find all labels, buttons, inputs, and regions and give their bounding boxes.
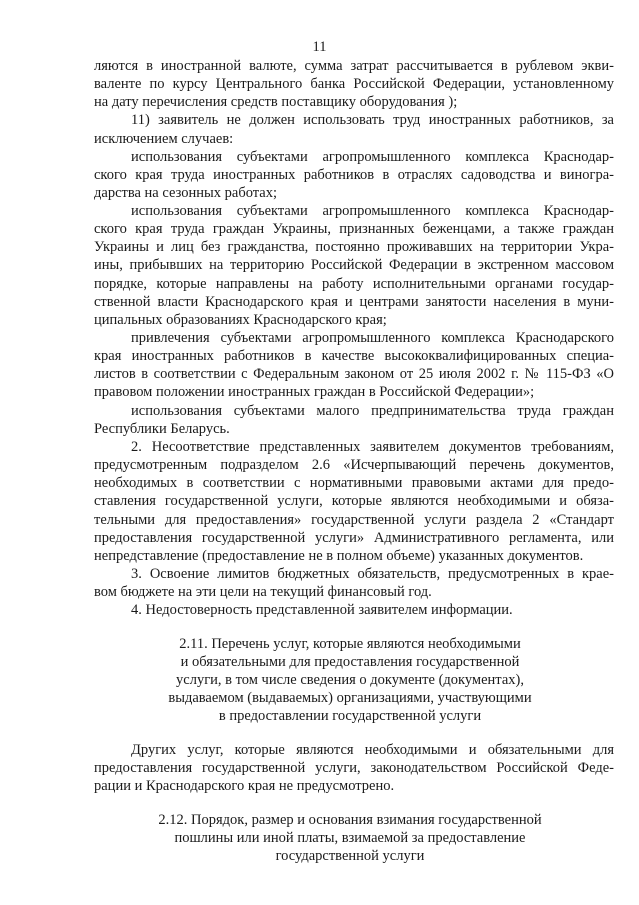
text-line: ципальных образованиях Краснодарского края; [94, 312, 387, 328]
section-heading-line: выдаваемом (выдаваемых) организациями, участвующими [168, 690, 532, 706]
text-line: предусмотренным подразделом 2.6 «Исчерпывающий перечень документов, [94, 457, 614, 473]
text-line: 4. Недостоверность представленной заявителем информации. [131, 602, 513, 618]
text-line: Украины и лиц без гражданства, постоянно проживавших на территории Укра- [94, 239, 614, 255]
text-line: необходимых в соответствии с нормативными правовыми актами для предо- [94, 475, 614, 491]
text-line: края иностранных работников в качестве высококвалифицированных специа- [94, 348, 614, 364]
page-number: 11 [312, 39, 327, 55]
text-line: 3. Освоение лимитов бюджетных обязательств, предусмотренных в крае- [131, 566, 614, 582]
section-heading-line: в предоставлении государственной услуги [218, 708, 482, 724]
text-line: исключением случаев: [94, 131, 234, 147]
text-line: ставления государственной услуги, которые являются необходимыми и обяза- [94, 493, 614, 509]
text-line: использования субъектами агропромышленного комплекса Краснодар- [131, 203, 614, 219]
text-line: тельными для предоставления» государственной услуги раздела 2 «Стандарт [94, 512, 614, 528]
section-heading-line: государственной услуги [275, 848, 425, 864]
text-line: ляются в иностранной валюте, сумма затрат рассчитывается в рублевом экви- [94, 58, 614, 74]
section-heading-line: 2.12. Порядок, размер и основания взимания государственной [158, 812, 542, 828]
text-line: 2. Несоответствие представленных заявителем документов требованиям, [131, 439, 614, 455]
text-line: предоставления государственной услуги, законодательством Российской Феде- [94, 760, 614, 776]
text-line: дарства на сезонных работах; [94, 185, 277, 201]
text-line: привлечения субъектами агропромышленного комплекса Краснодарского [131, 330, 614, 346]
text-line: правовом положении иностранных граждан в Российской Федерации»; [94, 384, 535, 400]
section-heading-line: услуги, в том числе сведения о документе (документах), [176, 672, 524, 688]
section-heading-line: пошлины или иной платы, взимаемой за предоставление [174, 830, 526, 846]
section-heading-line: и обязательными для предоставления государственной [180, 654, 520, 670]
text-line: ского края труда граждан Украины, признанных беженцами, а также граждан [94, 221, 614, 237]
text-line: предоставления государственной услуги» Административного регламента, или [94, 530, 614, 546]
text-line: ственной власти Краснодарского края и центрами занятости населения в муни- [94, 294, 614, 310]
text-line: листов в соответствии с Федеральным законом от 25 июля 2002 г. № 115-ФЗ «О [94, 366, 614, 382]
text-line: рации и Краснодарского края не предусмотрено. [94, 778, 395, 794]
text-line: порядке, которые направлены на работу исполнительными органами государ- [94, 276, 614, 292]
section-heading-line: 2.11. Перечень услуг, которые являются необходимыми [179, 636, 521, 652]
text-line: непредставление (предоставление не в полном объеме) указанных документов. [94, 548, 584, 564]
text-line: вом бюджете на эти цели на текущий финансовый год. [94, 584, 432, 600]
text-line: на дату перечисления средств поставщику оборудования ); [94, 94, 458, 110]
text-line: использования субъектами малого предпринимательства труда граждан [131, 403, 614, 419]
text-line: 11) заявитель не должен использовать труд иностранных работников, за [131, 112, 614, 128]
text-line: использования субъектами агропромышленного комплекса Краснодар- [131, 149, 614, 165]
text-line: ского края труда иностранных работников в отраслях садоводства и виногра- [94, 167, 614, 183]
text-line: Других услуг, которые являются необходимыми и обязательными для [131, 742, 614, 758]
text-line: Республики Беларусь. [94, 421, 230, 437]
text-line: валенте по курсу Центрального банка Российской Федерации, установленному [94, 76, 614, 92]
text-line: ины, прибывших на территорию Российской Федерации в экстренном массовом [94, 257, 614, 273]
